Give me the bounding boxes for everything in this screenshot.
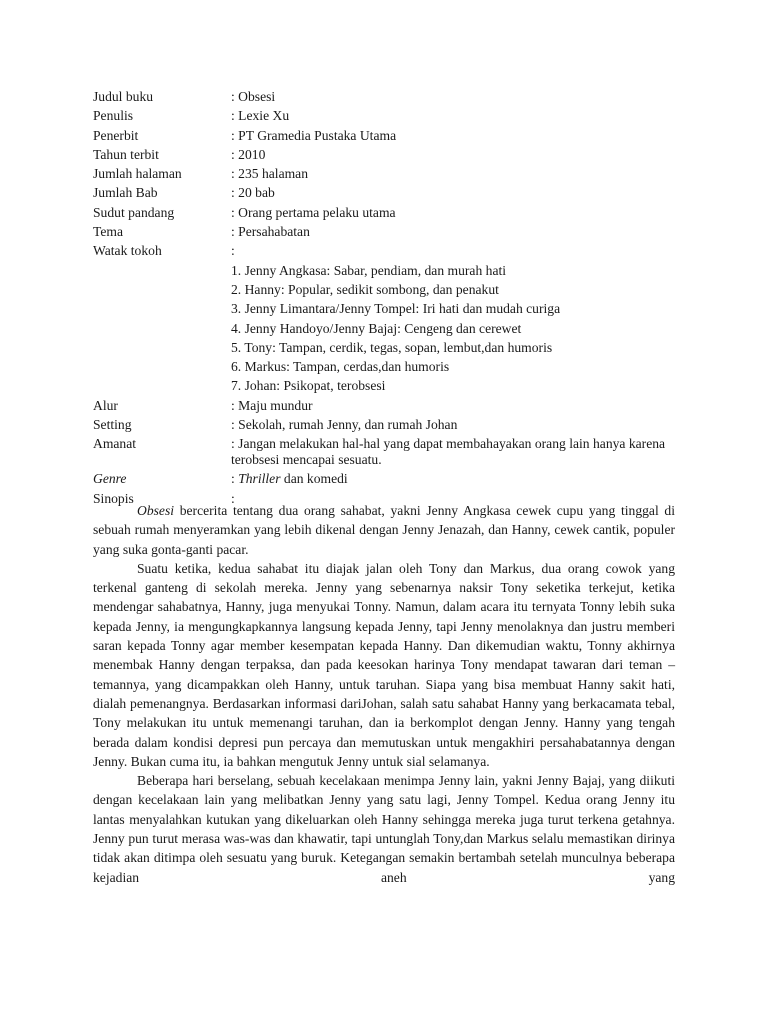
paragraph-text: bercerita tentang dua orang sahabat, yakni Jenny Angkasa cewek cupu yang tinggal di sebuah rumah menyeramkan yang lebih dikenal dengan Jenny Jenazah, dan Hanny, cewek cantik, populer yang suka gonta-ganti pacar. <box>93 503 675 557</box>
info-value: : Sekolah, rumah Jenny, dan rumah Johan <box>231 417 458 433</box>
info-row-judul <box>93 87 683 106</box>
info-label: Sudut pandang <box>93 204 175 220</box>
info-row-alur <box>93 396 683 415</box>
info-value: : Orang pertama pelaku utama <box>231 204 396 220</box>
genre-label-italic: Genre <box>93 471 127 487</box>
info-value: : 2010 <box>231 146 266 162</box>
synopsis-text <box>93 501 675 887</box>
genre-prefix: : <box>231 471 239 487</box>
info-row-bab <box>93 183 683 202</box>
character-list <box>231 261 683 396</box>
character-item: 2. Hanny: Popular, sedikit sombong, dan penakut <box>231 281 499 297</box>
info-value: : Obsesi <box>231 89 276 104</box>
info-label: Jumlah Bab <box>93 185 158 201</box>
info-row-tema <box>93 222 683 241</box>
info-label: Judul buku <box>93 89 154 104</box>
info-value: : 20 bab <box>231 185 275 201</box>
info-value: : Jangan melakukan hal-hal yang dapat membahayakan orang lain hanya karena terobsesi mencapai sesuatu. <box>231 436 666 467</box>
info-value: : 235 halaman <box>231 166 309 182</box>
info-row-watak <box>93 241 683 260</box>
info-value: : <box>231 490 235 506</box>
info-row-halaman <box>93 164 683 183</box>
info-value <box>231 469 683 488</box>
character-item: 7. Johan: Psikopat, terobsesi <box>231 378 386 394</box>
character-item: 4. Jenny Handoyo/Jenny Bajaj: Cengeng dan cerewet <box>231 320 522 336</box>
info-label: Penulis <box>93 108 134 124</box>
character-item: 6. Markus: Tampan, cerdas,dan humoris <box>231 359 450 375</box>
genre-rest: dan komedi <box>280 471 348 487</box>
info-row-setting <box>93 415 683 434</box>
synopsis-paragraph-1 <box>93 501 675 559</box>
character-item: 5. Tony: Tampan, cerdik, tegas, sopan, lembut,dan humoris <box>231 339 553 355</box>
info-label: Tema <box>93 224 123 240</box>
character-item: 1. Jenny Angkasa: Sabar, pendiam, dan murah hati <box>231 262 507 278</box>
info-row-penulis <box>93 106 683 125</box>
synopsis-paragraph-2: Suatu ketika, kedua sahabat itu diajak jalan oleh Tony dan Markus, dua orang cowok yang terkenal ganteng di sekolah mereka. Jenny yang sebenarnya naksir Tony seketika terkejut, ketika mendengar sahabatnya, Hanny, juga menyukai Tonny. Namun, dalam acara itu ternyata Tonny lebih suka kepada Jenny, ia mengungkapkannya langsung kepada Jenny, tapi Jenny menolaknya dan justru memberi saran kepada Tonny agar member kesempatan kepada Hanny. Dan dikemudian waktu, Tonny akhirnya menembak Hanny dengan terpaksa, dan pada keesokan harinya Tony mendapat tawaran dari teman – temannya, yang dicampakkan oleh Hanny, untuk taruhan. Siapa yang bisa membuat Hanny sakit hati, dialah pemenangnya. Berdasarkan informasi dariJohan, salah satu sahabat Hanny yang berkacamata tebal, Tony melakukan itu untuk memenangi taruhan, dan ia berkomplot dengan Jenny. Hanny yang tengah berada dalam kondisi depresi pun percaya dan memutuskan untuk mengakhiri persahabatannya dengan Jenny. Bukan cuma itu, ia bahkan mengutuk Jenny untuk sial selamanya. <box>93 560 675 769</box>
info-label: Tahun terbit <box>93 146 159 162</box>
character-item: 3. Jenny Limantara/Jenny Tompel: Iri hati dan mudah curiga <box>231 301 561 317</box>
info-label: Watak tokoh <box>93 243 162 259</box>
info-label <box>93 469 231 488</box>
info-label: Sinopis <box>93 490 134 506</box>
info-row-amanat <box>93 434 683 469</box>
info-row-penerbit <box>93 126 683 145</box>
info-label: Amanat <box>93 436 137 452</box>
genre-italic: Thriller <box>238 471 281 487</box>
synopsis-paragraph-3: Beberapa hari berselang, sebuah kecelakaan menimpa Jenny lain, yakni Jenny Bajaj, yang diikuti dengan kecelakaan lain yang melibatkan Jenny yang satu lagi, Jenny Tompel. Kedua orang Jenny itu lantas menyalahkan kutukan yang dikeluarkan oleh Hanny sehingga mereka juga turut terkena getahnya. Jenny pun turut merasa was-was dan khawatir, tapi untunglah Tony,dan Markus selalu memastikan dirinya tidak akan ditimpa oleh sesuatu yang buruk. Ketegangan semakin bertambah setelah munculnya beberapa kejadian aneh yang <box>93 773 675 885</box>
info-value: : <box>231 243 235 259</box>
info-label: Alur <box>93 397 118 413</box>
info-label: Jumlah halaman <box>93 166 182 182</box>
info-value: : Lexie Xu <box>231 108 290 124</box>
info-label: Setting <box>93 417 132 433</box>
info-row-sudut-pandang <box>93 203 683 222</box>
info-value: : Persahabatan <box>231 224 310 240</box>
info-value: : PT Gramedia Pustaka Utama <box>231 127 397 143</box>
info-row-tahun <box>93 145 683 164</box>
info-value: : Maju mundur <box>231 397 313 413</box>
info-label: Penerbit <box>93 127 139 143</box>
info-row-genre <box>93 469 683 488</box>
book-info-table <box>93 87 683 508</box>
book-title-italic: Obsesi <box>137 503 175 518</box>
